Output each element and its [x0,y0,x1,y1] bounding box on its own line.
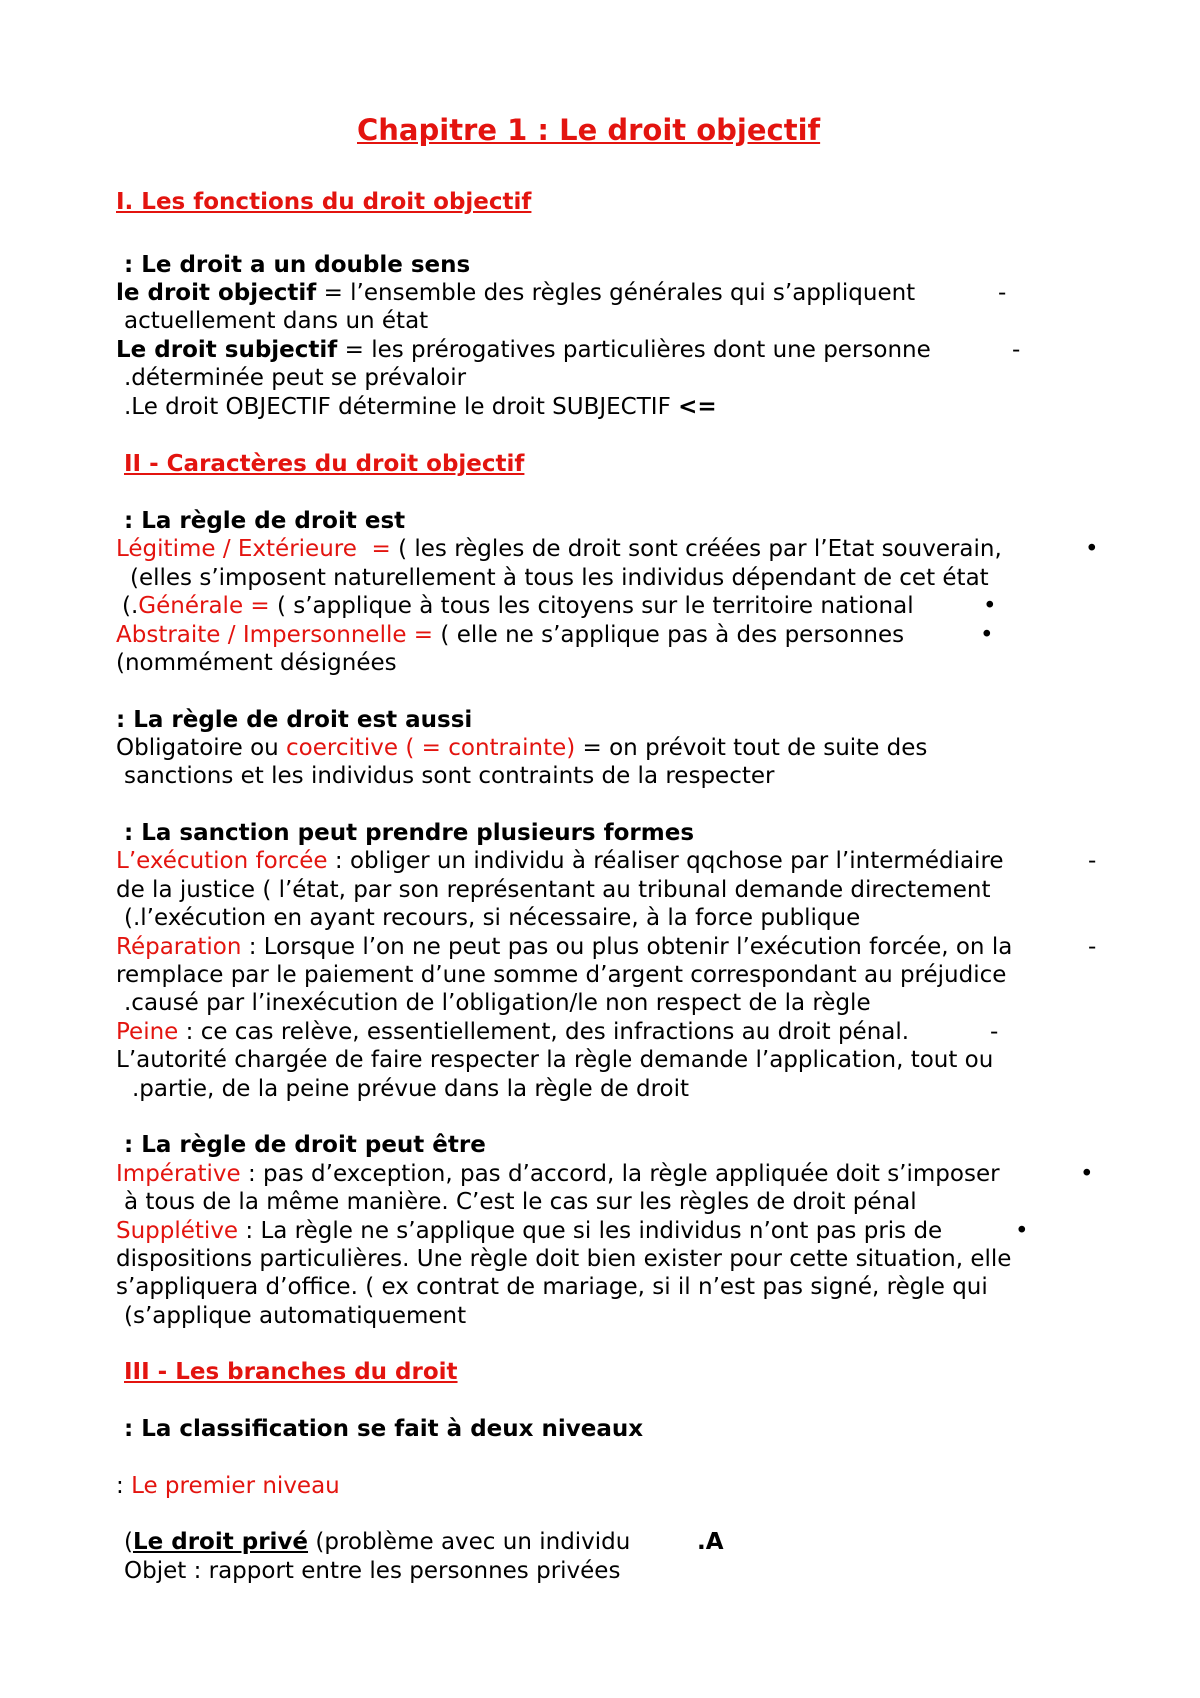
s2-suppletive [116,1217,942,1245]
s2-item-generale-text: ( s’applique à tous les citoyens sur le territoire national [269,593,914,619]
bullet-marker: • [1015,1218,1029,1244]
s3-droit-prive-prefix: ( [124,1529,133,1555]
s2-imperative-cont: à tous de la même manière. C’est le cas sur les règles de droit pénal [124,1189,917,1215]
s1-line-5 [124,393,717,421]
dash-marker: - [990,1019,999,1045]
s2-suppletive-cont-1: dispositions particulières. Une règle doit bien exister pour cette situation, elle [116,1246,1012,1272]
section-2-heading: II - Caractères du droit objectif [124,451,525,477]
s2-obligatoire-prefix: Obligatoire ou [116,735,287,761]
s3-droit-prive-cont: Objet : rapport entre les personnes privées [124,1558,621,1584]
s2-execution-forcee [116,847,1004,875]
term-execution-forcee: L’exécution forcée [116,848,328,874]
term-suppletive: Supplétive [116,1218,239,1244]
bullet-marker: • [980,622,994,648]
section-1-heading: I. Les fonctions du droit objectif [116,189,532,215]
term-generale: Générale = [138,593,270,619]
s1-line-2: actuellement dans un état [124,308,429,334]
term-droit-objectif: le droit objectif [116,280,317,306]
section-2-subheading-4: : La règle de droit peut être [124,1132,486,1158]
s1-line-4: .déterminée peut se prévaloir [124,365,467,391]
section-2-subheading-2: : La règle de droit est aussi [116,707,473,733]
section-2-subheading-3: : La sanction peut prendre plusieurs formes [124,820,695,846]
s3-droit-prive [124,1528,630,1556]
s2-item-abstraite [116,621,904,649]
s2-obligatoire-cont: sanctions et les individus sont contraints de la respecter [124,763,775,789]
section-1-subheading: : Le droit a un double sens [124,252,471,278]
term-droit-prive: Le droit privé [132,1529,309,1555]
term-peine: Peine [116,1019,179,1045]
term-legitime: Légitime / Extérieure = [116,536,391,562]
dash-marker: - [1012,337,1021,363]
dash-marker: - [1088,934,1097,960]
s1-line-1 [116,279,915,307]
list-marker-a: .A [697,1529,724,1555]
s2-item-generale [122,592,914,620]
s2-obligatoire [116,734,927,762]
s2-reparation-text: : Lorsque l’on ne peut pas ou plus obtenir l’exécution forcée, on la [241,934,1013,960]
s2-item-legitime-cont: (elles s’imposent naturellement à tous les individus dépendant de cet état [130,565,989,591]
s2-reparation-cont-2: .causé par l’inexécution de l’obligation/le non respect de la règle [124,990,871,1016]
s2-peine [116,1018,909,1046]
s2-item-legitime [116,535,1002,563]
s2-imperative-text: : pas d’exception, pas d’accord, la règle appliquée doit s’imposer [240,1161,1000,1187]
s2-peine-cont-2: .partie, de la peine prévue dans la règle de droit [132,1076,690,1102]
term-abstraite: Abstraite / Impersonnelle = [116,622,434,648]
s2-item-abstraite-text: ( elle ne s’applique pas à des personnes [433,622,905,648]
s2-execution-forcee-cont-2: (.l’exécution en ayant recours, si nécessaire, à la force publique [124,905,861,931]
section-2-subheading-1: : La règle de droit est [124,508,406,534]
bullet-marker: • [1085,536,1099,562]
s1-line-1-text: = l’ensemble des règles générales qui s’appliquent [316,280,916,306]
s2-item-legitime-text: ( les règles de droit sont créées par l’Etat souverain, [390,536,1002,562]
bullet-marker: • [1080,1161,1094,1187]
term-premier-niveau: Le premier niveau [131,1473,340,1499]
bullet-marker: • [983,593,997,619]
s2-obligatoire-text: = on prévoit tout de suite des [575,735,928,761]
page-title: Chapitre 1 : Le droit objectif [357,113,821,147]
term-reparation: Réparation [116,934,242,960]
s2-suppletive-cont-2: s’appliquera d’office. ( ex contrat de mariage, si il n’est pas signé, règle qui [116,1274,988,1300]
s2-suppletive-text: : La règle ne s’applique que si les individus n’ont pas pris de [238,1218,943,1244]
s2-execution-forcee-cont-1: de la justice ( l’état, par son représentant au tribunal demande directement [116,877,991,903]
dash-marker: - [998,280,1007,306]
s2-reparation [116,933,1012,961]
s2-item-abstraite-cont: (nommément désignées [116,650,397,676]
s1-line-5-text: .Le droit OBJECTIF détermine le droit SUBJECTIF [124,394,671,420]
s1-line-3-text: = les prérogatives particulières dont une personne [337,337,931,363]
s2-reparation-cont-1: remplace par le paiement d’une somme d’argent correspondant au préjudice [116,962,1007,988]
term-droit-subjectif: Le droit subjectif [116,337,338,363]
arrow-symbol: <= [678,394,717,420]
section-3-subheading: : La classification se fait à deux niveaux [124,1416,644,1442]
s2-peine-cont-1: L’autorité chargée de faire respecter la règle demande l’application, tout ou [116,1047,994,1073]
s2-suppletive-cont-3: (s’applique automatiquement [124,1303,467,1329]
s2-peine-text: : ce cas relève, essentiellement, des infractions au droit pénal. [178,1019,910,1045]
s3-level [116,1472,340,1500]
s2-item-generale-prefix: (. [122,593,139,619]
term-imperative: Impérative [116,1161,241,1187]
s2-execution-forcee-text: : obliger un individu à réaliser qqchose par l’intermédiaire [327,848,1004,874]
s1-line-3 [116,336,931,364]
s2-imperative [116,1160,1000,1188]
s3-level-prefix: : [116,1473,132,1499]
dash-marker: - [1088,848,1097,874]
term-coercitive: coercitive ( = contrainte) [286,735,576,761]
section-3-heading: III - Les branches du droit [124,1359,458,1385]
s3-droit-prive-text: (problème avec un individu [308,1529,631,1555]
